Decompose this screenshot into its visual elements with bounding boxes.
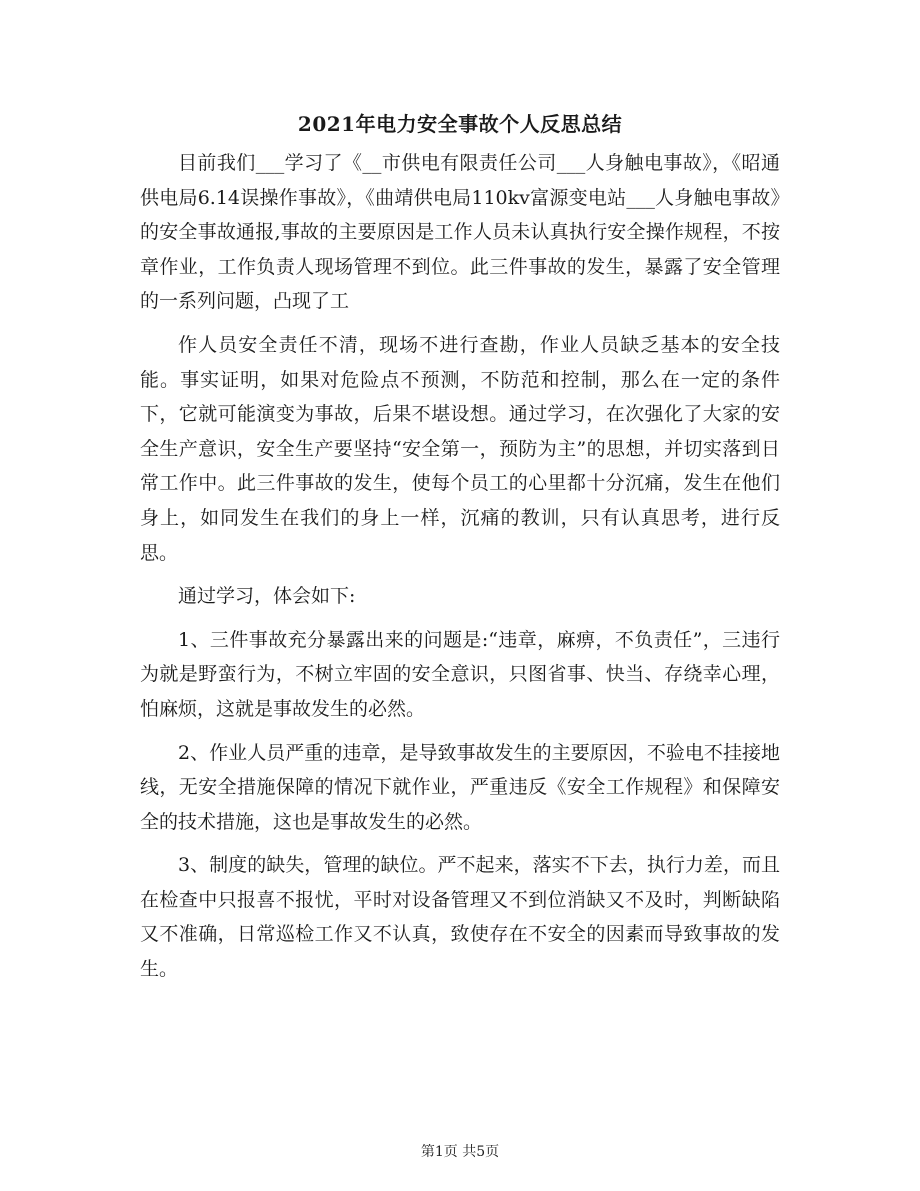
page-number-footer: 第1页 共5页 bbox=[420, 1144, 500, 1160]
paragraph-point-1: 1、三件事故充分暴露出来的问题是:“违章，麻痹，不负责任”，三违行为就是野蛮行为，不树立牢固的安全意识，只图省事、快当、存绕幸心理，怕麻烦，这就是事故发生的必然。 bbox=[140, 628, 780, 720]
paragraph-analysis: 作人员安全责任不清，现场不进行查勘，作业人员缺乏基本的安全技能。事实证明，如果对危险点不预测，不防范和控制，那么在一定的条件下，它就可能演变为事故，后果不堪设想。通过学习，在次强化了大家的安全生产意识，安全生产要坚持“安全第一，预防为主”的思想，并切实落到日常工作中。此三件事故的发生，使每个员工的心里都十分沉痛，发生在他们身上，如同发生在我们的身上一样，沉痛的教训，只有认真思考，进行反思。 bbox=[140, 333, 780, 564]
paragraph-point-2: 2、作业人员严重的违章，是导致事故发生的主要原因，不验电不挂接地线，无安全措施保障的情况下就作业，严重违反《安全工作规程》和保障安全的技术措施，这也是事故发生的必然。 bbox=[140, 741, 780, 833]
document-title: 2021年电力安全事故个人反思总结 bbox=[297, 112, 623, 136]
paragraph-intro: 目前我们___学习了《__市供电有限责任公司___人身触电事故》，《昭通供电局6.14误操作事故》，《曲靖供电局110kv富源变电站___人身触电事故》的安全事故通报,事故的主要原因是工作人员未认真执行安全操作规程，不按章作业，工作负责人现场管理不到位。此三件事故的发生，暴露了安全管理的一系列问题，凸现了工 bbox=[140, 152, 780, 313]
paragraph-lessons-heading: 通过学习，体会如下: bbox=[178, 585, 356, 608]
paragraph-point-3: 3、制度的缺失，管理的缺位。严不起来，落实不下去，执行力差，而且在检查中只报喜不报忧，平时对设备管理又不到位消缺又不及时，判断缺陷又不准确，日常巡检工作又不认真，致使存在不安全的因素而导致事故的发生。 bbox=[140, 854, 780, 981]
document-body bbox=[140, 146, 780, 996]
